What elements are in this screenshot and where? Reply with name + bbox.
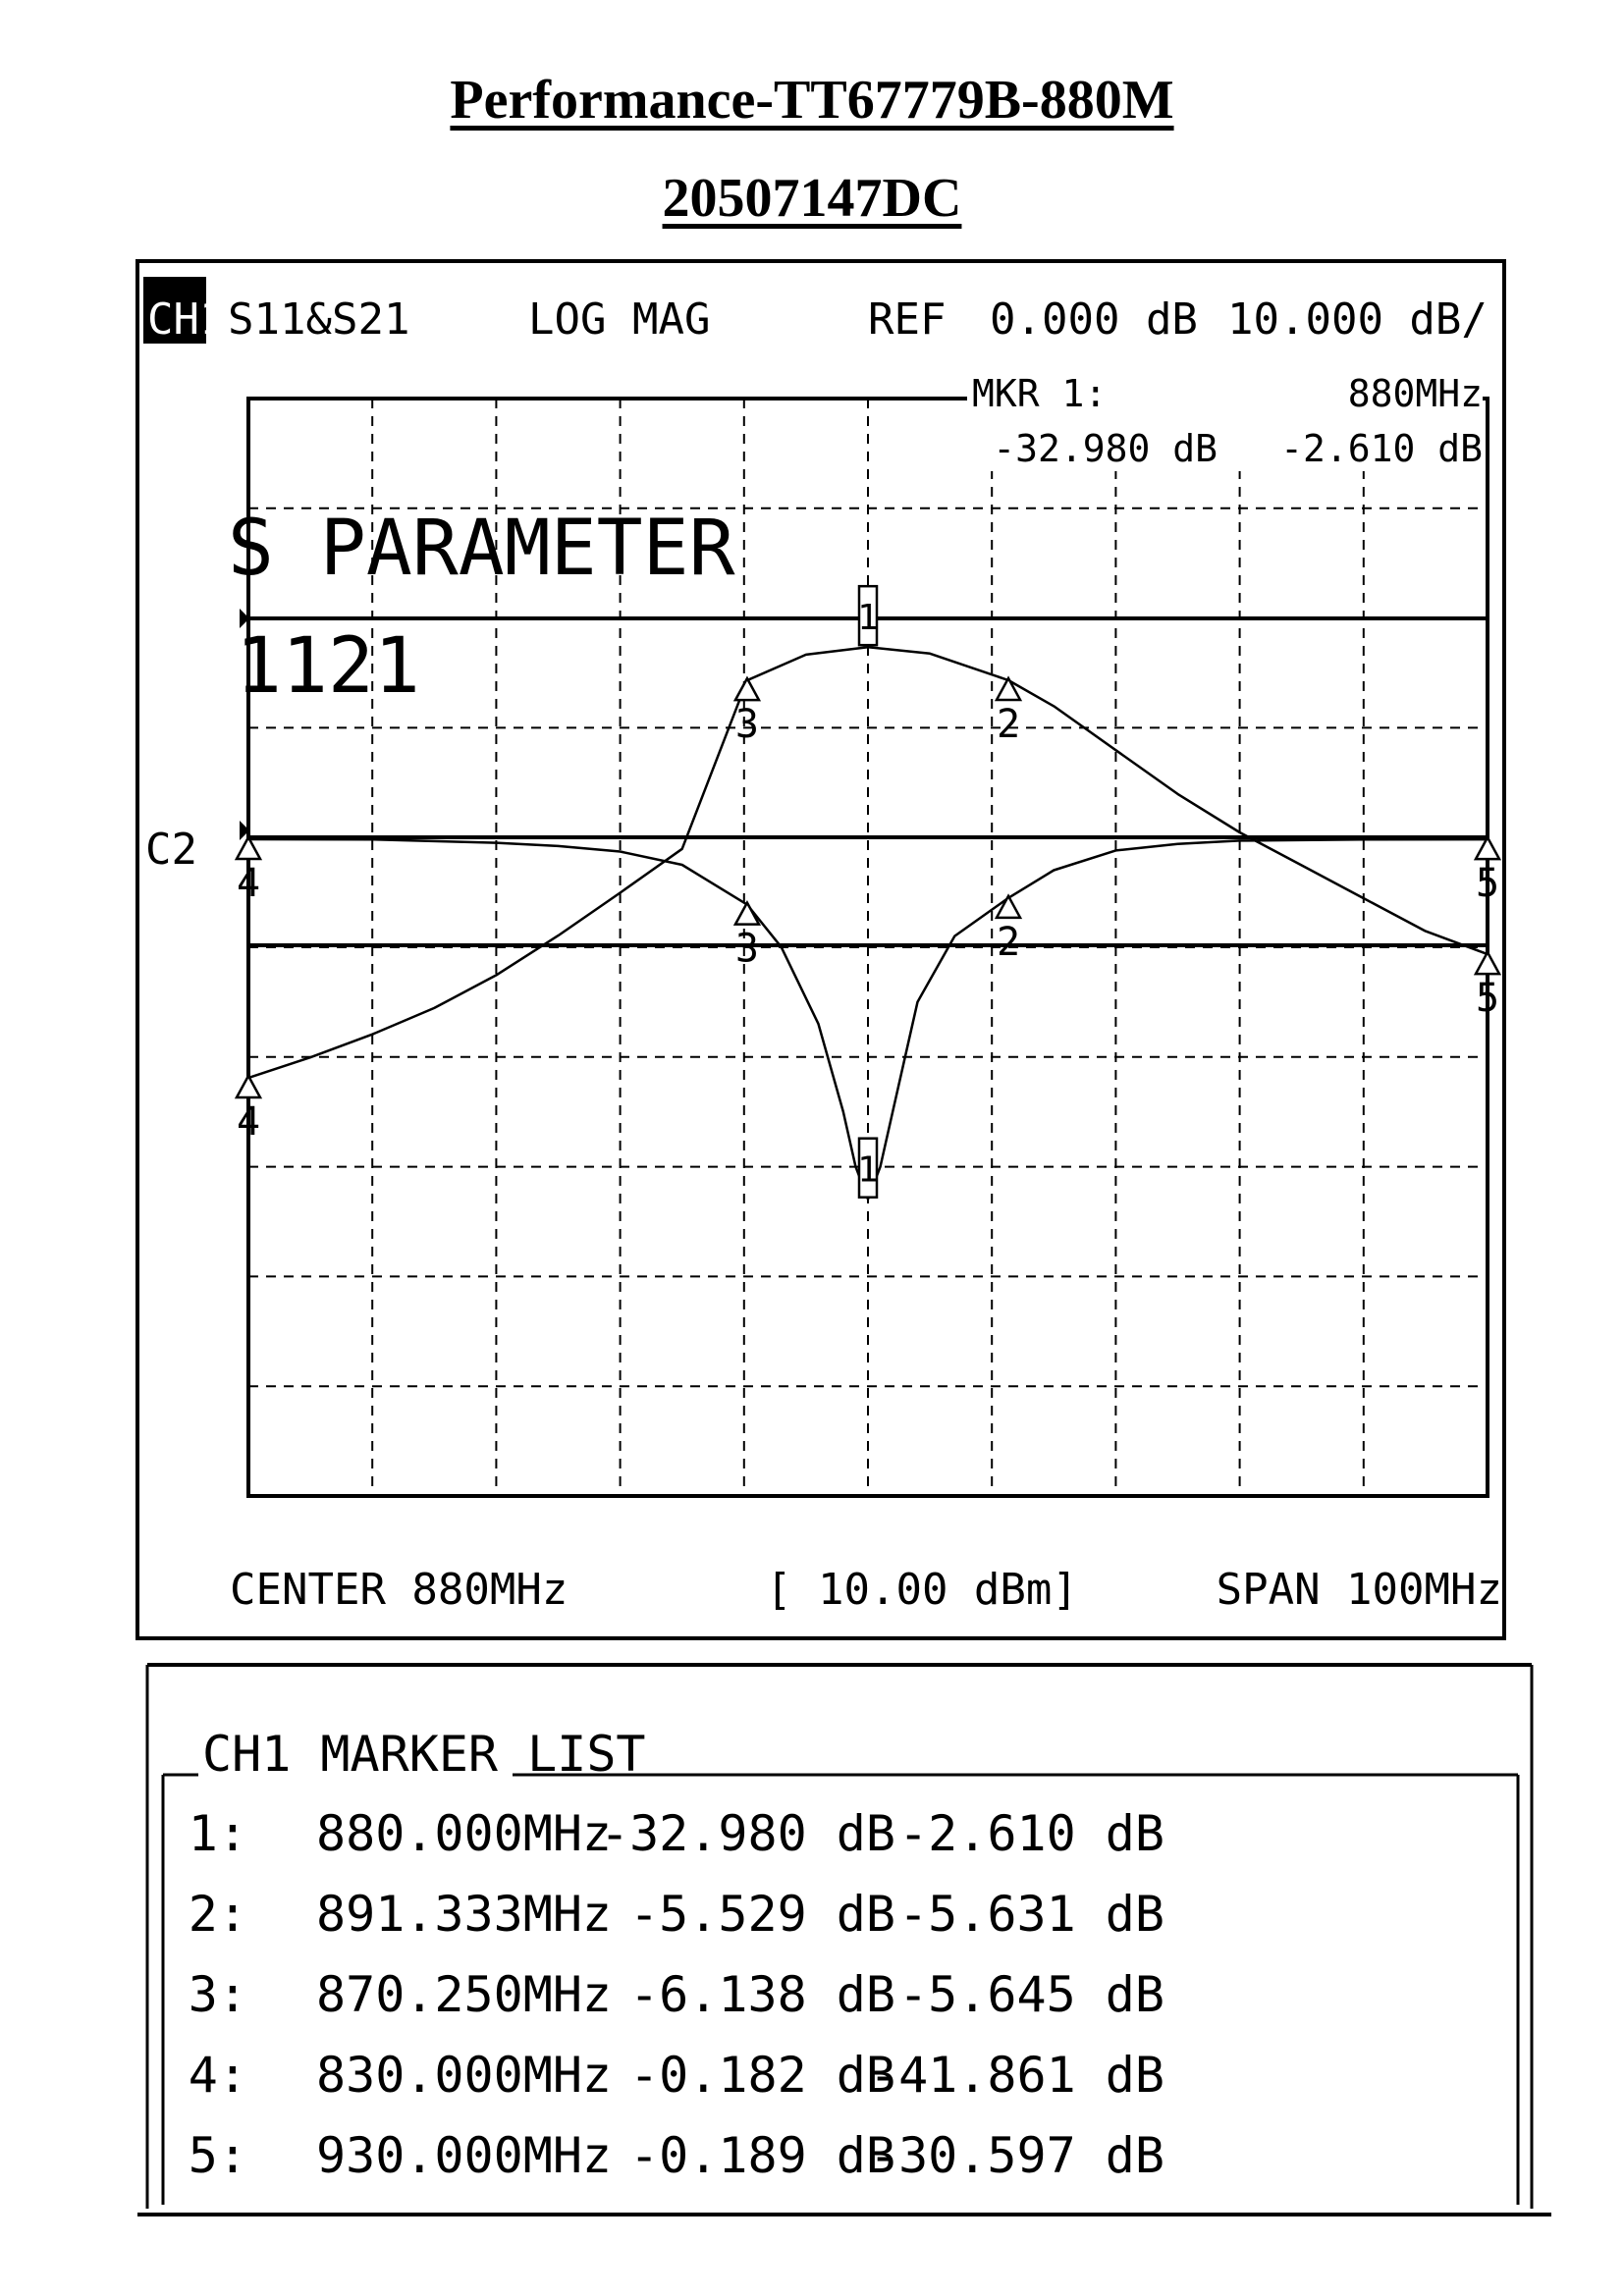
marker-row-id: 4: [188, 2047, 247, 2104]
trace-subtitle: 1121 [236, 622, 420, 711]
marker-row-s21: -2.610 dB [898, 1805, 1164, 1862]
marker-row-s11: -0.182 dB [629, 2047, 895, 2104]
marker-5-label-s11: 5 [1475, 861, 1500, 907]
marker-row-s11: -6.138 dB [629, 1966, 895, 2023]
marker-4-triangle-s11 [237, 837, 260, 859]
marker-row-s11: -5.529 dB [629, 1886, 895, 1943]
marker-readout-freq: 880MHz [1347, 372, 1483, 415]
marker-list-rows [189, 1805, 1164, 2184]
marker-5-label-s21: 5 [1475, 976, 1500, 1022]
channel-2-label: C2 [145, 825, 197, 875]
marker-row-freq: 891.333MHz [316, 1886, 613, 1943]
marker-row-id: 3: [188, 1966, 247, 2023]
marker-4-triangle-s21 [237, 1076, 260, 1097]
power-label: [ 10.00 dBm] [766, 1565, 1078, 1615]
marker-3-label-s11: 3 [734, 926, 760, 972]
marker-row-s21: -5.631 dB [898, 1886, 1164, 1943]
marker-row-id: 1: [188, 1805, 247, 1862]
marker-row-s11: -0.189 dB [629, 2127, 895, 2184]
marker-2-label-s21: 2 [996, 701, 1021, 747]
marker-2-label-s11: 2 [996, 919, 1021, 965]
marker-1-label-s11: 1 [857, 1149, 879, 1191]
marker-readout-s21: -2.610 dB [1280, 427, 1483, 470]
traces [248, 647, 1488, 1199]
measurement-label: S11&S21 [228, 294, 410, 345]
span-label: SPAN 100MHz [1216, 1565, 1502, 1615]
marker-readout-label: MKR 1: [972, 372, 1108, 415]
channel-label: CH1 [147, 294, 226, 345]
marker-4-label-s21: 4 [236, 1099, 261, 1146]
center-label: CENTER 880MHz [230, 1565, 568, 1615]
marker-2-triangle-s21 [997, 678, 1020, 700]
page-title: Performance-TT67779B-880M [450, 70, 1174, 131]
reference-lines [240, 609, 1488, 945]
marker-row-s21: -41.861 dB [868, 2047, 1164, 2104]
marker-4-label-s11: 4 [236, 861, 261, 907]
marker-row-freq: 830.000MHz [316, 2047, 613, 2104]
marker-1-label-s21: 1 [857, 598, 879, 639]
marker-row-s11: -32.980 dB [599, 1805, 895, 1862]
marker-2-triangle-s11 [997, 896, 1020, 918]
page-subtitle: 20507147DC [662, 168, 962, 229]
ref-value: 0.000 dB [990, 294, 1198, 345]
marker-row-id: 2: [188, 1886, 247, 1943]
marker-5-triangle-s11 [1476, 837, 1499, 859]
marker-row-freq: 930.000MHz [316, 2127, 613, 2184]
marker-list-title: CH1 MARKER LIST [202, 1726, 646, 1783]
marker-row-s21: -30.597 dB [868, 2127, 1164, 2184]
marker-3-label-s21: 3 [734, 702, 760, 748]
ref-label: REF [868, 294, 947, 345]
marker-3-triangle-s21 [735, 678, 759, 700]
marker-row-id: 5: [188, 2127, 247, 2184]
marker-row-freq: 870.250MHz [316, 1966, 613, 2023]
marker-readout-s11: -32.980 dB [993, 427, 1218, 470]
marker-row-s21: -5.645 dB [898, 1966, 1164, 2023]
marker-5-triangle-s21 [1476, 952, 1499, 974]
format-label: LOG MAG [528, 294, 711, 345]
trace-title: S PARAMETER [228, 505, 735, 593]
marker-row-freq: 880.000MHz [316, 1805, 613, 1862]
scale-label: 10.000 dB/ [1227, 294, 1488, 345]
